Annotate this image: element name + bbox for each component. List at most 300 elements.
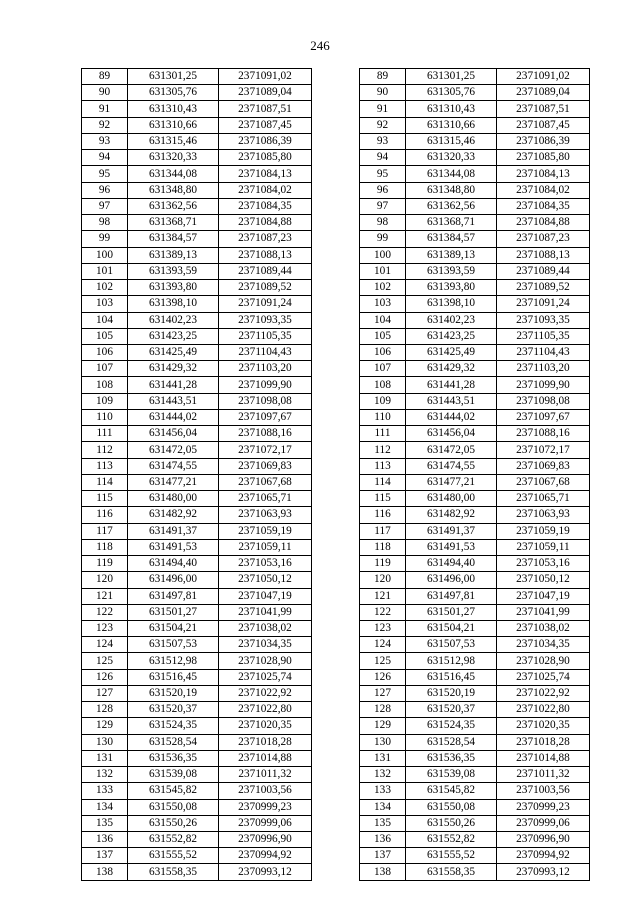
point-number-cell: 104 xyxy=(82,312,128,328)
table-row xyxy=(82,393,312,409)
y-coordinate-cell: 2370999,23 xyxy=(219,799,312,815)
table-row xyxy=(360,280,590,296)
y-coordinate-cell: 2371087,51 xyxy=(219,101,312,117)
table-row xyxy=(82,361,312,377)
table-row xyxy=(82,247,312,263)
table-row xyxy=(82,750,312,766)
y-coordinate-cell: 2371084,02 xyxy=(497,182,590,198)
x-coordinate-cell: 631443,51 xyxy=(406,393,497,409)
y-coordinate-cell: 2371047,19 xyxy=(497,588,590,604)
y-coordinate-cell: 2371018,28 xyxy=(497,734,590,750)
x-coordinate-cell: 631539,08 xyxy=(406,767,497,783)
table-row xyxy=(360,539,590,555)
x-coordinate-cell: 631310,43 xyxy=(128,101,219,117)
table-row xyxy=(360,588,590,604)
x-coordinate-cell: 631301,25 xyxy=(406,69,497,85)
x-coordinate-cell: 631344,08 xyxy=(406,166,497,182)
y-coordinate-cell: 2371091,24 xyxy=(497,296,590,312)
point-number-cell: 113 xyxy=(82,458,128,474)
table-row xyxy=(82,101,312,117)
x-coordinate-cell: 631524,35 xyxy=(406,718,497,734)
x-coordinate-cell: 631501,27 xyxy=(128,604,219,620)
point-number-cell: 99 xyxy=(82,231,128,247)
y-coordinate-cell: 2370996,90 xyxy=(497,832,590,848)
point-number-cell: 117 xyxy=(360,523,406,539)
point-number-cell: 133 xyxy=(360,783,406,799)
y-coordinate-cell: 2371034,35 xyxy=(219,637,312,653)
x-coordinate-cell: 631482,92 xyxy=(128,507,219,523)
x-coordinate-cell: 631310,66 xyxy=(128,117,219,133)
point-number-cell: 135 xyxy=(360,815,406,831)
table-row xyxy=(360,328,590,344)
point-number-cell: 115 xyxy=(82,491,128,507)
point-number-cell: 107 xyxy=(360,361,406,377)
y-coordinate-cell: 2371063,93 xyxy=(497,507,590,523)
point-number-cell: 134 xyxy=(82,799,128,815)
table-row xyxy=(360,133,590,149)
y-coordinate-cell: 2371089,04 xyxy=(497,85,590,101)
x-coordinate-cell: 631368,71 xyxy=(406,215,497,231)
point-number-cell: 118 xyxy=(360,539,406,555)
table-row xyxy=(360,491,590,507)
table-row xyxy=(82,344,312,360)
y-coordinate-cell: 2371003,56 xyxy=(497,783,590,799)
point-number-cell: 108 xyxy=(360,377,406,393)
y-coordinate-cell: 2371041,99 xyxy=(219,604,312,620)
point-number-cell: 91 xyxy=(82,101,128,117)
point-number-cell: 101 xyxy=(82,263,128,279)
table-row xyxy=(360,604,590,620)
x-coordinate-cell: 631496,00 xyxy=(128,572,219,588)
table-row xyxy=(360,653,590,669)
y-coordinate-cell: 2371086,39 xyxy=(497,133,590,149)
table-row xyxy=(360,572,590,588)
point-number-cell: 137 xyxy=(360,848,406,864)
table-row xyxy=(82,377,312,393)
x-coordinate-cell: 631472,05 xyxy=(128,442,219,458)
y-coordinate-cell: 2371020,35 xyxy=(497,718,590,734)
point-number-cell: 111 xyxy=(360,426,406,442)
x-coordinate-cell: 631444,02 xyxy=(128,409,219,425)
x-coordinate-cell: 631402,23 xyxy=(406,312,497,328)
y-coordinate-cell: 2371072,17 xyxy=(219,442,312,458)
table-row xyxy=(360,556,590,572)
point-number-cell: 90 xyxy=(360,85,406,101)
table-row xyxy=(82,685,312,701)
point-number-cell: 122 xyxy=(82,604,128,620)
table-row xyxy=(360,377,590,393)
y-coordinate-cell: 2370999,06 xyxy=(497,815,590,831)
y-coordinate-cell: 2371038,02 xyxy=(219,620,312,636)
y-coordinate-cell: 2371014,88 xyxy=(219,750,312,766)
y-coordinate-cell: 2371086,39 xyxy=(219,133,312,149)
table-row xyxy=(360,474,590,490)
y-coordinate-cell: 2371022,92 xyxy=(219,685,312,701)
x-coordinate-cell: 631384,57 xyxy=(406,231,497,247)
x-coordinate-cell: 631402,23 xyxy=(128,312,219,328)
table-row xyxy=(360,669,590,685)
point-number-cell: 132 xyxy=(82,767,128,783)
y-coordinate-cell: 2371084,13 xyxy=(219,166,312,182)
table-row xyxy=(360,718,590,734)
point-number-cell: 89 xyxy=(360,69,406,85)
x-coordinate-cell: 631528,54 xyxy=(406,734,497,750)
y-coordinate-cell: 2371105,35 xyxy=(497,328,590,344)
y-coordinate-cell: 2371089,04 xyxy=(219,85,312,101)
table-row xyxy=(360,685,590,701)
point-number-cell: 94 xyxy=(360,150,406,166)
table-row xyxy=(360,344,590,360)
x-coordinate-cell: 631497,81 xyxy=(128,588,219,604)
y-coordinate-cell: 2371089,44 xyxy=(497,263,590,279)
y-coordinate-cell: 2371041,99 xyxy=(497,604,590,620)
y-coordinate-cell: 2371022,80 xyxy=(219,702,312,718)
x-coordinate-cell: 631362,56 xyxy=(406,198,497,214)
table-row xyxy=(360,799,590,815)
table-row xyxy=(82,539,312,555)
table-row xyxy=(360,702,590,718)
coordinates-table-left xyxy=(81,68,312,881)
x-coordinate-cell: 631368,71 xyxy=(128,215,219,231)
point-number-cell: 99 xyxy=(360,231,406,247)
x-coordinate-cell: 631480,00 xyxy=(128,491,219,507)
table-row xyxy=(360,393,590,409)
point-number-cell: 98 xyxy=(82,215,128,231)
x-coordinate-cell: 631477,21 xyxy=(406,474,497,490)
point-number-cell: 102 xyxy=(360,280,406,296)
table-row xyxy=(82,718,312,734)
x-coordinate-cell: 631494,40 xyxy=(128,556,219,572)
point-number-cell: 90 xyxy=(82,85,128,101)
y-coordinate-cell: 2371067,68 xyxy=(219,474,312,490)
point-number-cell: 130 xyxy=(82,734,128,750)
point-number-cell: 116 xyxy=(82,507,128,523)
x-coordinate-cell: 631520,19 xyxy=(406,685,497,701)
y-coordinate-cell: 2371069,83 xyxy=(497,458,590,474)
x-coordinate-cell: 631539,08 xyxy=(128,767,219,783)
x-coordinate-cell: 631320,33 xyxy=(128,150,219,166)
table-row xyxy=(360,426,590,442)
table-row xyxy=(82,815,312,831)
y-coordinate-cell: 2370999,23 xyxy=(497,799,590,815)
point-number-cell: 112 xyxy=(82,442,128,458)
x-coordinate-cell: 631305,76 xyxy=(128,85,219,101)
x-coordinate-cell: 631429,32 xyxy=(128,361,219,377)
y-coordinate-cell: 2371053,16 xyxy=(219,556,312,572)
y-coordinate-cell: 2370994,92 xyxy=(497,848,590,864)
x-coordinate-cell: 631512,98 xyxy=(128,653,219,669)
x-coordinate-cell: 631444,02 xyxy=(406,409,497,425)
x-coordinate-cell: 631496,00 xyxy=(406,572,497,588)
point-number-cell: 104 xyxy=(360,312,406,328)
x-coordinate-cell: 631456,04 xyxy=(406,426,497,442)
y-coordinate-cell: 2371097,67 xyxy=(497,409,590,425)
x-coordinate-cell: 631472,05 xyxy=(406,442,497,458)
table-row xyxy=(82,312,312,328)
table-row xyxy=(82,620,312,636)
point-number-cell: 127 xyxy=(82,685,128,701)
point-number-cell: 127 xyxy=(360,685,406,701)
x-coordinate-cell: 631393,80 xyxy=(406,280,497,296)
point-number-cell: 131 xyxy=(360,750,406,766)
coordinates-table-right xyxy=(359,68,590,881)
table-row xyxy=(360,166,590,182)
table-row xyxy=(360,523,590,539)
table-row xyxy=(360,750,590,766)
point-number-cell: 96 xyxy=(360,182,406,198)
x-coordinate-cell: 631507,53 xyxy=(406,637,497,653)
x-coordinate-cell: 631545,82 xyxy=(406,783,497,799)
x-coordinate-cell: 631558,35 xyxy=(406,864,497,880)
table-row xyxy=(82,832,312,848)
x-coordinate-cell: 631550,26 xyxy=(406,815,497,831)
table-row xyxy=(360,312,590,328)
table-row xyxy=(360,69,590,85)
x-coordinate-cell: 631550,08 xyxy=(128,799,219,815)
y-coordinate-cell: 2371093,35 xyxy=(497,312,590,328)
table-row xyxy=(82,604,312,620)
point-number-cell: 89 xyxy=(82,69,128,85)
point-number-cell: 109 xyxy=(360,393,406,409)
x-coordinate-cell: 631528,54 xyxy=(128,734,219,750)
x-coordinate-cell: 631384,57 xyxy=(128,231,219,247)
x-coordinate-cell: 631550,26 xyxy=(128,815,219,831)
x-coordinate-cell: 631501,27 xyxy=(406,604,497,620)
x-coordinate-cell: 631393,59 xyxy=(128,263,219,279)
x-coordinate-cell: 631512,98 xyxy=(406,653,497,669)
table-row xyxy=(360,832,590,848)
x-coordinate-cell: 631555,52 xyxy=(128,848,219,864)
x-coordinate-cell: 631348,80 xyxy=(406,182,497,198)
point-number-cell: 124 xyxy=(360,637,406,653)
y-coordinate-cell: 2371022,92 xyxy=(497,685,590,701)
x-coordinate-cell: 631516,45 xyxy=(406,669,497,685)
y-coordinate-cell: 2371087,23 xyxy=(497,231,590,247)
y-coordinate-cell: 2371011,32 xyxy=(497,767,590,783)
y-coordinate-cell: 2371084,35 xyxy=(497,198,590,214)
x-coordinate-cell: 631474,55 xyxy=(406,458,497,474)
table-row xyxy=(82,767,312,783)
point-number-cell: 109 xyxy=(82,393,128,409)
x-coordinate-cell: 631301,25 xyxy=(128,69,219,85)
x-coordinate-cell: 631477,21 xyxy=(128,474,219,490)
x-coordinate-cell: 631558,35 xyxy=(128,864,219,880)
point-number-cell: 137 xyxy=(82,848,128,864)
point-number-cell: 131 xyxy=(82,750,128,766)
x-coordinate-cell: 631441,28 xyxy=(128,377,219,393)
table-row xyxy=(82,85,312,101)
y-coordinate-cell: 2371104,43 xyxy=(497,344,590,360)
point-number-cell: 125 xyxy=(360,653,406,669)
table-row xyxy=(82,734,312,750)
x-coordinate-cell: 631504,21 xyxy=(128,620,219,636)
point-number-cell: 132 xyxy=(360,767,406,783)
point-number-cell: 101 xyxy=(360,263,406,279)
y-coordinate-cell: 2371059,19 xyxy=(497,523,590,539)
y-coordinate-cell: 2371091,02 xyxy=(219,69,312,85)
table-row xyxy=(82,848,312,864)
y-coordinate-cell: 2371065,71 xyxy=(219,491,312,507)
point-number-cell: 92 xyxy=(82,117,128,133)
x-coordinate-cell: 631491,37 xyxy=(128,523,219,539)
point-number-cell: 129 xyxy=(82,718,128,734)
table-row xyxy=(82,69,312,85)
point-number-cell: 138 xyxy=(82,864,128,880)
y-coordinate-cell: 2371025,74 xyxy=(497,669,590,685)
table-row xyxy=(82,491,312,507)
x-coordinate-cell: 631305,76 xyxy=(406,85,497,101)
y-coordinate-cell: 2370993,12 xyxy=(219,864,312,880)
y-coordinate-cell: 2371084,88 xyxy=(219,215,312,231)
table-row xyxy=(360,620,590,636)
x-coordinate-cell: 631520,19 xyxy=(128,685,219,701)
table-row xyxy=(82,117,312,133)
y-coordinate-cell: 2371072,17 xyxy=(497,442,590,458)
y-coordinate-cell: 2371088,13 xyxy=(497,247,590,263)
x-coordinate-cell: 631423,25 xyxy=(406,328,497,344)
table-row xyxy=(360,507,590,523)
table-row xyxy=(360,848,590,864)
y-coordinate-cell: 2371028,90 xyxy=(497,653,590,669)
x-coordinate-cell: 631497,81 xyxy=(406,588,497,604)
y-coordinate-cell: 2371059,11 xyxy=(497,539,590,555)
table-row xyxy=(360,263,590,279)
y-coordinate-cell: 2371105,35 xyxy=(219,328,312,344)
y-coordinate-cell: 2371047,19 xyxy=(219,588,312,604)
table-row xyxy=(360,767,590,783)
y-coordinate-cell: 2371050,12 xyxy=(497,572,590,588)
y-coordinate-cell: 2371025,74 xyxy=(219,669,312,685)
table-row xyxy=(82,572,312,588)
point-number-cell: 120 xyxy=(82,572,128,588)
table-row xyxy=(82,783,312,799)
y-coordinate-cell: 2371038,02 xyxy=(497,620,590,636)
table-row xyxy=(360,734,590,750)
y-coordinate-cell: 2371022,80 xyxy=(497,702,590,718)
x-coordinate-cell: 631474,55 xyxy=(128,458,219,474)
y-coordinate-cell: 2371084,35 xyxy=(219,198,312,214)
point-number-cell: 94 xyxy=(82,150,128,166)
table-row xyxy=(360,215,590,231)
x-coordinate-cell: 631491,53 xyxy=(406,539,497,555)
y-coordinate-cell: 2370993,12 xyxy=(497,864,590,880)
point-number-cell: 102 xyxy=(82,280,128,296)
y-coordinate-cell: 2371088,13 xyxy=(219,247,312,263)
table-row xyxy=(82,182,312,198)
point-number-cell: 93 xyxy=(360,133,406,149)
x-coordinate-cell: 631389,13 xyxy=(406,247,497,263)
table-row xyxy=(360,150,590,166)
table-row xyxy=(360,442,590,458)
point-number-cell: 117 xyxy=(82,523,128,539)
point-number-cell: 119 xyxy=(360,556,406,572)
table-row xyxy=(82,296,312,312)
point-number-cell: 130 xyxy=(360,734,406,750)
x-coordinate-cell: 631507,53 xyxy=(128,637,219,653)
table-row xyxy=(82,150,312,166)
point-number-cell: 113 xyxy=(360,458,406,474)
y-coordinate-cell: 2371089,52 xyxy=(497,280,590,296)
table-row xyxy=(82,231,312,247)
y-coordinate-cell: 2371003,56 xyxy=(219,783,312,799)
table-row xyxy=(82,588,312,604)
point-number-cell: 108 xyxy=(82,377,128,393)
table-row xyxy=(82,799,312,815)
table-row xyxy=(360,361,590,377)
table-row xyxy=(360,637,590,653)
y-coordinate-cell: 2371087,45 xyxy=(219,117,312,133)
y-coordinate-cell: 2371063,93 xyxy=(219,507,312,523)
y-coordinate-cell: 2371088,16 xyxy=(497,426,590,442)
table-row xyxy=(82,669,312,685)
x-coordinate-cell: 631520,37 xyxy=(406,702,497,718)
x-coordinate-cell: 631545,82 xyxy=(128,783,219,799)
y-coordinate-cell: 2371067,68 xyxy=(497,474,590,490)
y-coordinate-cell: 2371014,88 xyxy=(497,750,590,766)
point-number-cell: 114 xyxy=(360,474,406,490)
y-coordinate-cell: 2371091,02 xyxy=(497,69,590,85)
x-coordinate-cell: 631398,10 xyxy=(128,296,219,312)
point-number-cell: 125 xyxy=(82,653,128,669)
point-number-cell: 120 xyxy=(360,572,406,588)
point-number-cell: 128 xyxy=(82,702,128,718)
y-coordinate-cell: 2371084,13 xyxy=(497,166,590,182)
table-row xyxy=(360,864,590,880)
x-coordinate-cell: 631320,33 xyxy=(406,150,497,166)
y-coordinate-cell: 2371088,16 xyxy=(219,426,312,442)
table-row xyxy=(360,247,590,263)
table-row xyxy=(82,409,312,425)
y-coordinate-cell: 2371104,43 xyxy=(219,344,312,360)
x-coordinate-cell: 631443,51 xyxy=(128,393,219,409)
point-number-cell: 110 xyxy=(82,409,128,425)
x-coordinate-cell: 631389,13 xyxy=(128,247,219,263)
point-number-cell: 106 xyxy=(360,344,406,360)
y-coordinate-cell: 2370994,92 xyxy=(219,848,312,864)
point-number-cell: 135 xyxy=(82,815,128,831)
x-coordinate-cell: 631423,25 xyxy=(128,328,219,344)
x-coordinate-cell: 631393,59 xyxy=(406,263,497,279)
x-coordinate-cell: 631516,45 xyxy=(128,669,219,685)
point-number-cell: 123 xyxy=(360,620,406,636)
point-number-cell: 121 xyxy=(360,588,406,604)
point-number-cell: 112 xyxy=(360,442,406,458)
table-row xyxy=(82,442,312,458)
y-coordinate-cell: 2371065,71 xyxy=(497,491,590,507)
table-row xyxy=(360,198,590,214)
y-coordinate-cell: 2371085,80 xyxy=(219,150,312,166)
y-coordinate-cell: 2371018,28 xyxy=(219,734,312,750)
x-coordinate-cell: 631429,32 xyxy=(406,361,497,377)
y-coordinate-cell: 2371103,20 xyxy=(219,361,312,377)
point-number-cell: 129 xyxy=(360,718,406,734)
x-coordinate-cell: 631310,43 xyxy=(406,101,497,117)
y-coordinate-cell: 2371059,19 xyxy=(219,523,312,539)
point-number-cell: 123 xyxy=(82,620,128,636)
table-row xyxy=(82,507,312,523)
point-number-cell: 138 xyxy=(360,864,406,880)
point-number-cell: 91 xyxy=(360,101,406,117)
x-coordinate-cell: 631398,10 xyxy=(406,296,497,312)
table-row xyxy=(82,426,312,442)
x-coordinate-cell: 631482,92 xyxy=(406,507,497,523)
point-number-cell: 97 xyxy=(360,198,406,214)
point-number-cell: 126 xyxy=(360,669,406,685)
table-row xyxy=(360,783,590,799)
x-coordinate-cell: 631552,82 xyxy=(128,832,219,848)
y-coordinate-cell: 2371053,16 xyxy=(497,556,590,572)
y-coordinate-cell: 2371089,44 xyxy=(219,263,312,279)
